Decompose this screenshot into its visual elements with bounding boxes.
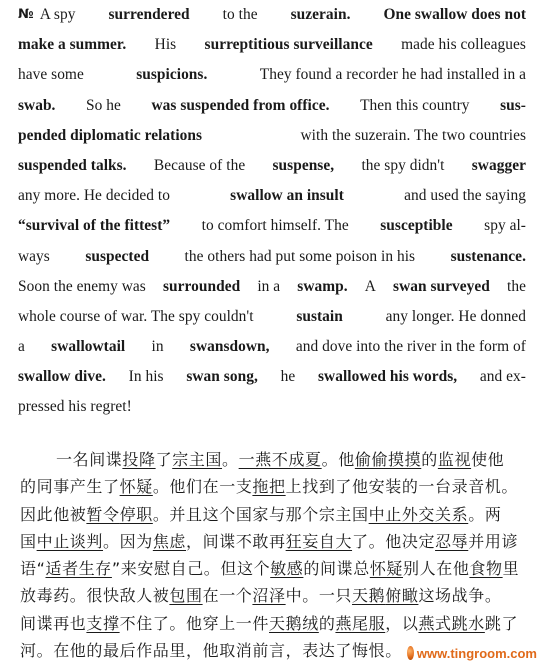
english-line [18,242,526,272]
chinese-line [20,610,526,637]
vocabulary-term: swallow dive. [18,368,106,386]
chinese-text-segment: 在一个 [202,586,253,606]
chinese-text-segment: 国 [20,531,37,551]
translated-term: 适者生存 [45,559,112,579]
english-text-segment: Then this country [360,96,470,114]
translated-term: 怀疑 [119,477,153,497]
translated-term: 一燕不成夏 [238,450,322,469]
translated-term: 敏感 [270,559,304,579]
english-text-segment: in [151,338,164,356]
chinese-text-segment: 的同事产生了 [20,477,120,497]
translated-term: 俯瞰 [385,586,419,606]
english-text-segment: They found a recorder he had installed in a [259,66,526,84]
english-line [18,91,526,121]
translated-term: 焦虑 [152,531,187,551]
translated-term: 沼泽 [252,586,286,606]
vocabulary-term: swallowed his words, [318,368,458,386]
vocabulary-term: suspected [85,247,150,265]
chinese-text-segment: 。并且这个国家与那个宗主国 [152,504,369,524]
english-line [18,272,526,302]
vocabulary-term: swallowtail [51,338,126,356]
english-text-segment: and used the saying [404,187,526,205]
english-text-segment: the spy didn't [361,156,445,174]
chinese-text-segment: 一名间谍 [56,450,123,469]
translated-term: 支撑 [86,613,120,633]
vocabulary-term: swamp. [297,277,348,295]
vocabulary-term: suzerain. [290,6,351,23]
vocabulary-term: sustain [296,307,343,325]
vocabulary-term: swagger [471,156,526,174]
english-line [18,332,526,362]
english-text-segment: a [18,338,25,356]
english-line [18,0,526,30]
english-text-segment: whole course of war. The spy couldn't [18,307,254,325]
vocabulary-term: swallow an insult [230,187,344,205]
chinese-line [20,555,526,582]
vocabulary-term: suspicions. [136,66,208,84]
chinese-text-segment: 。他 [321,450,355,469]
english-line [18,362,526,392]
vocabulary-term: suspended talks. [18,156,127,174]
translated-term: 天鹅绒 [269,613,319,633]
chinese-line [20,473,526,500]
chinese-text-segment: 这场战争。 [418,586,502,606]
english-line [18,121,526,151]
english-text-segment: and ex- [479,368,526,386]
chinese-line [20,501,526,528]
english-text-segment: ways [18,247,50,265]
translated-term: 食物 [469,559,503,579]
watermark-text: www.tingroom.com [416,645,537,661]
english-text-segment: the others had put some poison in his [184,247,416,265]
english-text-segment: made his colleagues [401,36,526,54]
vocabulary-term: swansdown, [189,338,270,356]
english-line [18,151,526,181]
paragraph-marker-icon [18,0,75,30]
vocabulary-term: sus- [500,96,526,114]
translated-term: 监视 [437,450,472,469]
english-text-segment: His [154,36,177,54]
chinese-text-segment: 。他们在一支 [152,477,253,497]
vocabulary-term: make a summer. [18,36,127,54]
chinese-text-segment: 中。一只 [285,586,353,606]
english-line [18,30,526,60]
english-line [18,392,526,422]
english-text-segment: spy al- [484,217,526,235]
english-text-segment: any more. He decided to [18,187,171,205]
english-text-segment: any longer. He donned [385,307,526,325]
translated-term: 停职 [119,504,153,524]
chinese-text-segment: 并用谚 [468,531,519,551]
translated-term: 包围 [169,586,203,606]
english-text-segment: Because of the [153,156,246,174]
vocabulary-term: swab. [18,96,56,114]
translated-term: 暂令 [86,504,120,524]
chinese-line [20,446,526,473]
english-line [18,60,526,90]
english-line [18,181,526,211]
chinese-text-segment: 的间谍总 [303,559,370,579]
chinese-text-segment: 了。他决定 [352,531,436,551]
english-text-segment: A spy [39,6,76,23]
site-watermark [407,644,537,662]
vocabulary-term: was suspended from office. [151,96,330,114]
chinese-text-segment: 的 [421,450,438,469]
globe-icon [407,646,414,660]
chinese-text-segment: 上找到了他安装的一台录音机。 [285,477,519,497]
english-passage [18,0,526,423]
translated-term: 怀疑 [369,559,404,579]
english-text-segment: In his [128,368,164,386]
english-text-segment: to the [222,6,258,23]
english-line [18,211,526,241]
chinese-text-segment: 语“ [20,559,46,579]
chinese-text-segment: 。两 [468,504,502,524]
vocabulary-term: surrounded [162,277,241,295]
translated-term: 拖把 [252,477,286,497]
chinese-text-segment: 别人在他 [403,559,470,579]
translated-term: 中止谈判 [36,531,104,551]
english-text-segment: with the suzerain. The two countries [300,126,526,144]
translated-term: 宗主国 [172,450,223,469]
vocabulary-term: One swallow does not [383,6,526,23]
translated-term: 燕尾服 [335,613,386,633]
english-text-segment: A [364,277,376,295]
chinese-text-segment: ，以 [385,613,419,633]
chinese-line [20,528,526,555]
english-line [18,302,526,332]
chinese-text-segment: 间谍再也 [20,613,87,633]
english-text-segment: and dove into the river in the form of [295,338,526,356]
chinese-line [20,582,526,609]
english-text-segment: to comfort himself. The [201,217,349,235]
chinese-text-segment: ”来安慰自己。但这个 [111,559,271,579]
chinese-text-segment: 跳了 [484,613,519,633]
english-text-segment: Soon the enemy was [18,277,146,295]
chinese-text-segment: 。 [222,450,239,469]
vocabulary-term: swan song, [186,368,258,386]
chinese-text-segment: 里 [502,559,520,579]
vocabulary-term: surrendered [108,6,190,23]
chinese-text-segment: 。因为 [103,531,153,551]
vocabulary-term: swan surveyed [393,277,490,295]
chinese-text-segment: 的 [318,613,336,633]
chinese-text-segment: 了 [155,450,173,469]
vocabulary-term: pended diplomatic relations [18,126,203,144]
english-text-segment: he [280,368,296,386]
chinese-text-segment: 不住了。他穿上一件 [119,613,270,633]
translated-term: 天鹅 [352,586,386,606]
vocabulary-term: “survival of the fittest” [18,217,171,235]
chinese-translation [20,446,526,664]
translated-term: 偷偷摸摸 [354,450,422,469]
chinese-text-segment: 因此他被 [20,504,87,524]
chinese-text-segment: ，间谍不敢再 [186,531,286,551]
translated-term: 狂妄自大 [285,531,353,551]
vocabulary-term: sustenance. [450,247,526,265]
english-text-segment: So he [86,96,121,114]
paragraph-marker: № [18,7,34,22]
vocabulary-term: surreptitious surveillance [204,36,373,54]
translated-term: 燕式跳水 [418,613,485,633]
english-text-segment: pressed his regret! [18,398,132,416]
vocabulary-term: susceptible [380,217,453,235]
english-text-segment: in a [257,277,281,295]
translated-term: 投降 [122,450,156,469]
vocabulary-term: suspense, [272,156,335,174]
english-text-segment: have some [18,66,84,84]
translated-term: 忍辱 [435,531,469,551]
chinese-text-segment: 河。在他的最后作品里，他取消前言，表达了悔恨。 [20,641,402,661]
english-text-segment: the [507,277,526,295]
chinese-text-segment: 放毒药。很快敌人被 [20,586,170,606]
translated-term: 中止外交关系 [368,504,469,524]
chinese-text-segment: 使他 [471,450,505,469]
